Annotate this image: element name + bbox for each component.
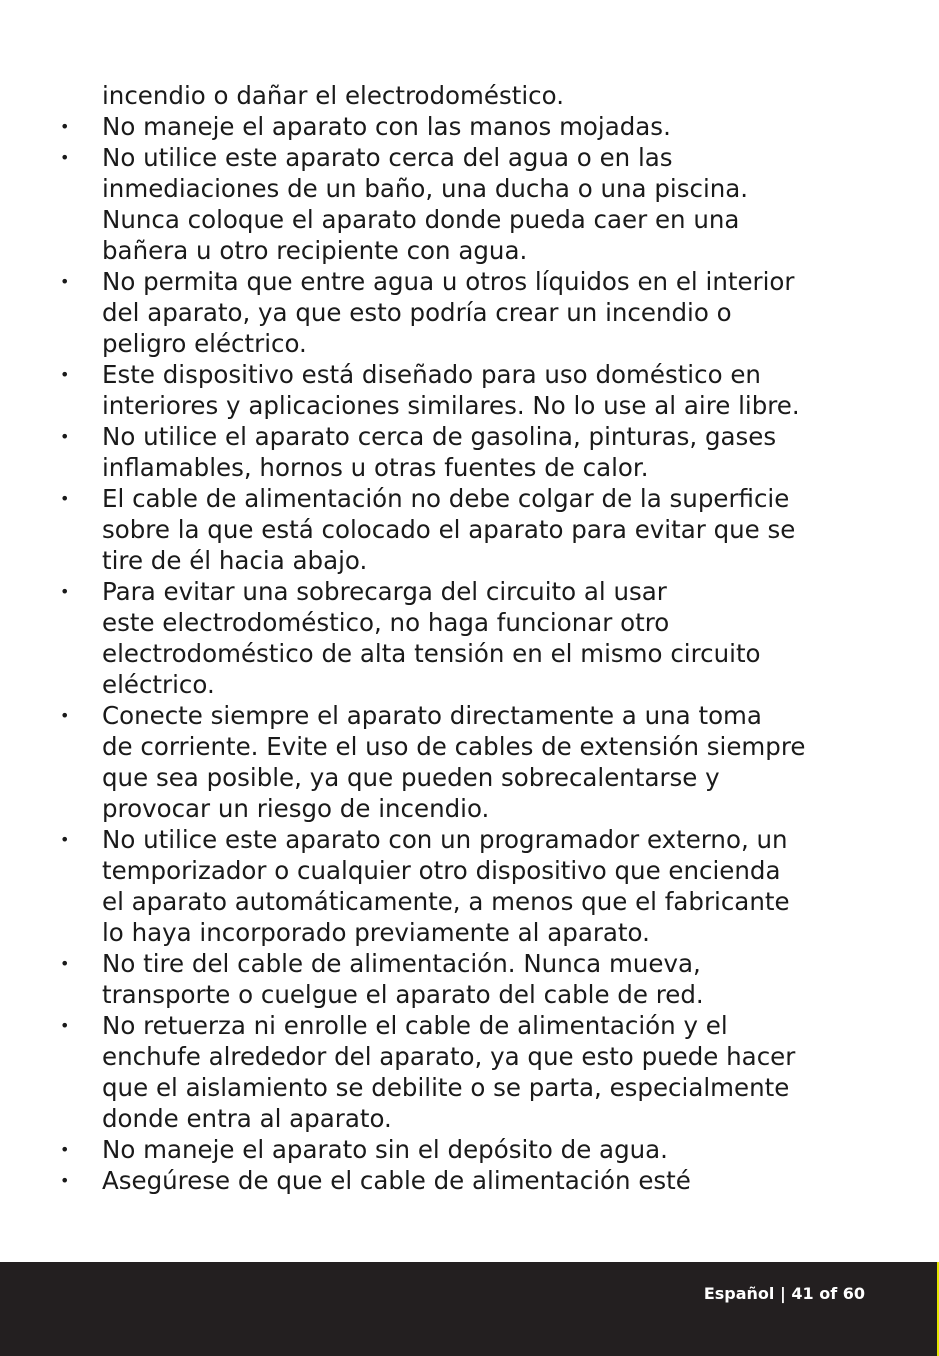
list-item — [0, 1010, 939, 1134]
bullet-list — [0, 111, 939, 1196]
list-item-text: No utilice este aparato con un programador externo, un temporizador o cualquier otro dispositivo que encienda el aparato automáticamente, a menos que el fabricante lo haya incorporado previamente al aparato. — [102, 825, 790, 947]
bullet-icon: • — [60, 830, 70, 849]
list-item — [0, 948, 939, 1010]
document-body — [0, 80, 939, 1196]
bullet-icon: • — [60, 1140, 70, 1159]
list-item-text: No maneje el aparato sin el depósito de agua. — [102, 1135, 668, 1164]
page-footer — [0, 1262, 937, 1356]
bullet-icon: • — [60, 706, 70, 725]
list-item-text: No permita que entre agua u otros líquidos en el interior del aparato, ya que esto podría crear un incendio o peligro eléctrico. — [102, 267, 795, 358]
list-item-text: Asegúrese de que el cable de alimentación esté — [102, 1166, 691, 1195]
list-item — [0, 359, 939, 421]
list-item-text: No tire del cable de alimentación. Nunca mueva, transporte o cuelgue el aparato del cable de red. — [102, 949, 704, 1009]
bullet-icon: • — [60, 365, 70, 384]
list-item-text: No utilice este aparato cerca del agua o en las inmediaciones de un baño, una ducha o una piscina. Nunca coloque el aparato donde pueda caer en una bañera u otro recipiente con agua. — [102, 143, 749, 265]
list-item — [0, 700, 939, 824]
list-item-text: No utilice el aparato cerca de gasolina, pinturas, gases inflamables, hornos u otras fuentes de calor. — [102, 422, 777, 482]
list-item-text: El cable de alimentación no debe colgar de la superficie sobre la que está colocado el aparato para evitar que se tire de él hacia abajo. — [102, 484, 796, 575]
list-item — [0, 824, 939, 948]
list-item — [0, 421, 939, 483]
list-item — [0, 142, 939, 266]
bullet-icon: • — [60, 1171, 70, 1190]
list-item-text: Para evitar una sobrecarga del circuito al usar este electrodoméstico, no haga funcionar otro electrodoméstico de alta tensión en el mismo circuito eléctrico. — [102, 577, 761, 699]
page-indicator: Español | 41 of 60 — [703, 1284, 865, 1303]
bullet-icon: • — [60, 117, 70, 136]
bullet-icon: • — [60, 427, 70, 446]
bullet-icon: • — [60, 954, 70, 973]
bullet-icon: • — [60, 489, 70, 508]
bullet-icon: • — [60, 582, 70, 601]
list-item-text: Conecte siempre el aparato directamente a una toma de corriente. Evite el uso de cables de extensión siempre que sea posible, ya que pueden sobrecalentarse y provocar un riesgo de incendio. — [102, 701, 806, 823]
bullet-icon: • — [60, 272, 70, 291]
list-item — [0, 1134, 939, 1165]
bullet-icon: • — [60, 148, 70, 167]
list-item — [0, 111, 939, 142]
list-item-text: No maneje el aparato con las manos mojadas. — [102, 112, 671, 141]
list-item — [0, 576, 939, 700]
list-item — [0, 266, 939, 359]
list-item-text: No retuerza ni enrolle el cable de alimentación y el enchufe alrededor del aparato, ya que esto puede hacer que el aislamiento se debilite o se parta, especialmente donde entra al aparato. — [102, 1011, 796, 1133]
list-item-text: Este dispositivo está diseñado para uso doméstico en interiores y aplicaciones similares. No lo use al aire libre. — [102, 360, 800, 420]
list-item — [0, 1165, 939, 1196]
bullet-icon: • — [60, 1016, 70, 1035]
list-item — [0, 483, 939, 576]
continuation-text: incendio o dañar el electrodoméstico. — [102, 81, 564, 110]
